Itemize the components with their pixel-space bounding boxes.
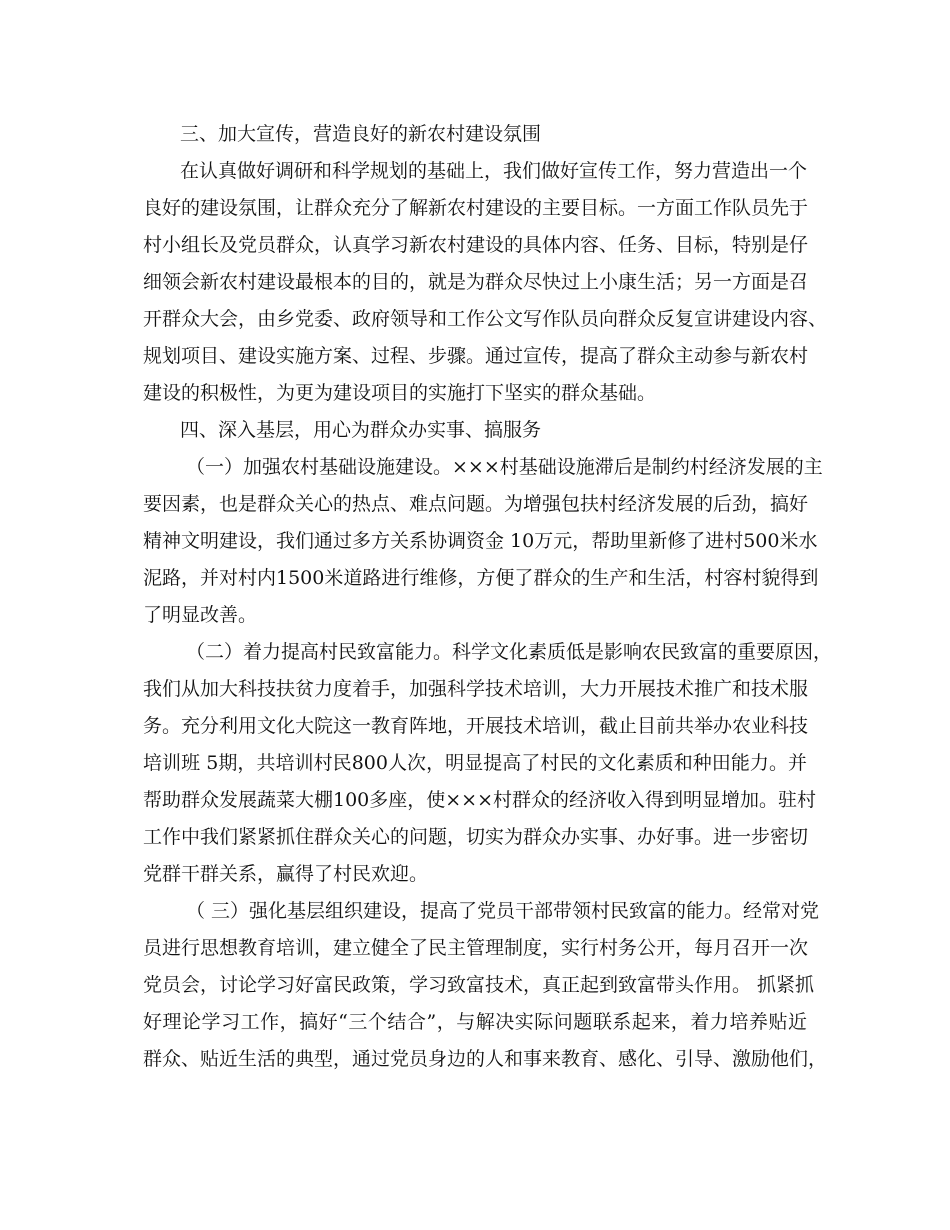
paragraph-line: （二）着力提高村民致富能力。科学文化素质低是影响农民致富的重要原因， — [186, 641, 833, 663]
document-body — [143, 116, 833, 1078]
paragraph-line: 良好的建设氛围，让群众充分了解新农村建设的主要目标。一方面工作队员先于 — [143, 197, 809, 219]
paragraph-line: （ 三）强化基层组织建设，提高了党员干部带领村民致富的能力。经常对党 — [186, 900, 820, 922]
paragraph-line: 了明显改善。 — [143, 604, 258, 626]
paragraph-line: 培训班 5期，共培训村民800人次，明显提高了村民的文化素质和种田能力。并 — [143, 752, 807, 774]
section-heading: 三、加大宣传，营造良好的新农村建设氛围 — [180, 123, 542, 145]
section-heading: 四、深入基层，用心为群众办实事、搞服务 — [180, 419, 542, 441]
paragraph-line: 在认真做好调研和科学规划的基础上，我们做好宣传工作，努力营造出一个 — [180, 160, 808, 182]
paragraph-line: 开群众大会，由乡党委、政府领导和工作公文写作队员向群众反复宣讲建设内容、 — [143, 308, 828, 330]
paragraph-line: （一）加强农村基础设施建设。×××村基础设施滞后是制约村经济发展的主 — [186, 456, 823, 478]
paragraph-line: 群众、贴近生活的典型，通过党员身边的人和事来教育、感化、引导、激励他们， — [143, 1048, 828, 1070]
paragraph-line: 帮助群众发展蔬菜大棚100多座，使×××村群众的经济收入得到明显增加。驻村 — [143, 789, 817, 811]
paragraph-line: 我们从加大科技扶贫力度着手，加强科学技术培训，大力开展技术推广和技术服 — [143, 678, 809, 700]
paragraph-line: 党群干群关系，赢得了村民欢迎。 — [143, 863, 429, 885]
paragraph-line: 细领会新农村建设最根本的目的，就是为群众尽快过上小康生活；另一方面是召 — [143, 271, 809, 293]
paragraph-line: 务。充分利用文化大院这一教育阵地，开展技术培训，截止目前共举办农业科技 — [143, 715, 809, 737]
paragraph-line: 村小组长及党员群众，认真学习新农村建设的具体内容、任务、目标，特别是仔 — [143, 234, 809, 256]
paragraph-line: 规划项目、建设实施方案、过程、步骤。通过宣传，提高了群众主动参与新农村 — [143, 345, 809, 367]
paragraph-line: 好理论学习工作，搞好“三个结合”，与解决实际问题联系起来，着力培养贴近 — [143, 1011, 807, 1033]
paragraph-line: 建设的积极性，为更为建设项目的实施打下坚实的群众基础。 — [143, 382, 657, 404]
paragraph-line: 工作中我们紧紧抓住群众关心的问题，切实为群众办实事、办好事。进一步密切 — [143, 826, 809, 848]
paragraph-line: 员进行思想教育培训，建立健全了民主管理制度，实行村务公开，每月召开一次 — [143, 937, 809, 959]
paragraph-line: 党员会，讨论学习好富民政策，学习致富技术，真正起到致富带头作用。 抓紧抓 — [143, 974, 815, 996]
paragraph-line: 泥路，并对村内1500米道路进行维修，方便了群众的生产和生活，村容村貌得到 — [143, 567, 819, 589]
paragraph-line: 精神文明建设，我们通过多方关系协调资金 10万元，帮助里新修了进村500米水 — [143, 530, 818, 552]
paragraph-line: 要因素，也是群众关心的热点、难点问题。为增强包扶村经济发展的后劲，搞好 — [143, 493, 809, 515]
